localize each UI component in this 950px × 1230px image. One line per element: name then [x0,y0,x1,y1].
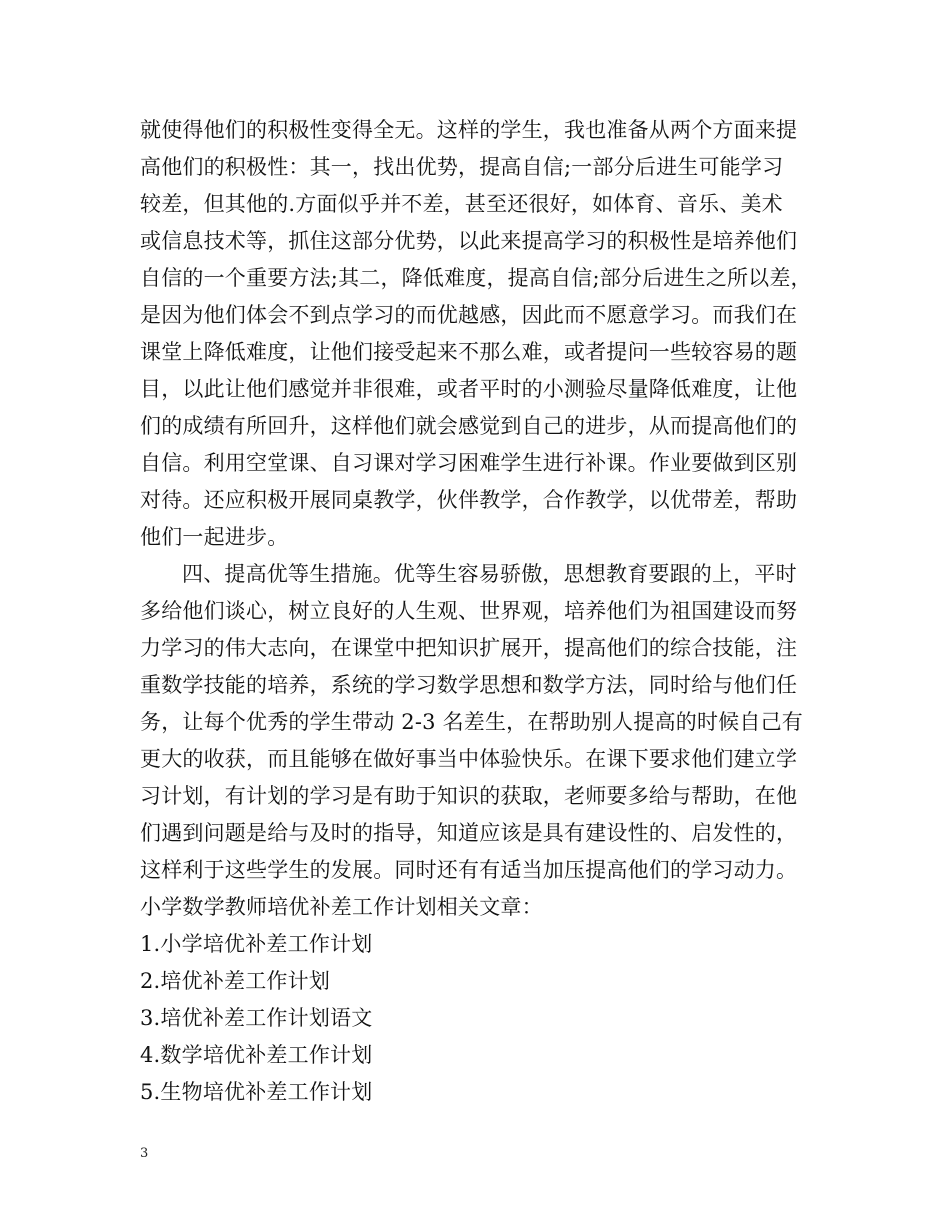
paragraph-line: 重数学技能的培养，系统的学习数学思想和数学方法，同时给与他们任 [140,673,798,697]
paragraph-line: 们的成绩有所回升，这样他们就会感觉到自己的进步，从而提高他们的 [140,414,798,438]
page-number: 3 [140,1146,149,1161]
paragraph-line: 这样利于这些学生的发展。同时还有有适当加压提高他们的学习动力。 [140,858,798,882]
paragraph-line: 多给他们谈心，树立良好的人生观、世界观，培养他们为祖国建设而努 [140,599,798,623]
paragraph-line: 务，让每个优秀的学生带动 2-3 名差生，在帮助别人提高的时候自己有 [140,710,803,734]
paragraph-line: 对待。还应积极开展同桌教学，伙伴教学，合作教学，以优带差，帮助 [140,488,798,512]
paragraph-line: 四、提高优等生措施。优等生容易骄傲，思想教育要跟的上，平时 [182,562,797,586]
related-article-link[interactable]: 5.生物培优补差工作计划 [140,1080,373,1104]
related-articles-heading: 小学数学教师培优补差工作计划相关文章： [140,895,543,919]
paragraph-line: 力学习的伟大志向，在课堂中把知识扩展开，提高他们的综合技能，注 [140,636,798,660]
paragraph-line: 们遇到问题是给与及时的指导，知道应该是具有建设性的、启发性的， [140,821,798,845]
paragraph-line: 高他们的积极性：其一，找出优势，提高自信;一部分后进生可能学习 [140,155,784,179]
related-article-link[interactable]: 2.培优补差工作计划 [140,969,331,993]
paragraph-line: 自信的一个重要方法;其二，降低难度，提高自信;部分后进生之所以差， [140,266,812,290]
paragraph-line: 就使得他们的积极性变得全无。这样的学生，我也准备从两个方面来提 [140,118,798,142]
paragraph-line: 目，以此让他们感觉并非很难，或者平时的小测验尽量降低难度，让他 [140,377,798,401]
paragraph-line: 习计划，有计划的学习是有助于知识的获取，老师要多给与帮助，在他 [140,784,798,808]
related-article-link[interactable]: 3.培优补差工作计划语文 [140,1006,373,1030]
related-article-link[interactable]: 1.小学培优补差工作计划 [140,932,373,956]
paragraph-line: 或信息技术等，抓住这部分优势，以此来提高学习的积极性是培养他们 [140,229,798,253]
paragraph-line: 较差，但其他的.方面似乎并不差，甚至还很好，如体育、音乐、美术 [140,192,783,216]
paragraph-line: 他们一起进步。 [140,525,289,549]
document-body [140,112,820,1111]
paragraph-line: 自信。利用空堂课、自习课对学习困难学生进行补课。作业要做到区别 [140,451,798,475]
paragraph-line: 是因为他们体会不到点学习的而优越感，因此而不愿意学习。而我们在 [140,303,798,327]
paragraph-line: 更大的收获，而且能够在做好事当中体验快乐。在课下要求他们建立学 [140,747,798,771]
related-article-link[interactable]: 4.数学培优补差工作计划 [140,1043,373,1067]
paragraph-line: 课堂上降低难度，让他们接受起来不那么难，或者提问一些较容易的题 [140,340,798,364]
